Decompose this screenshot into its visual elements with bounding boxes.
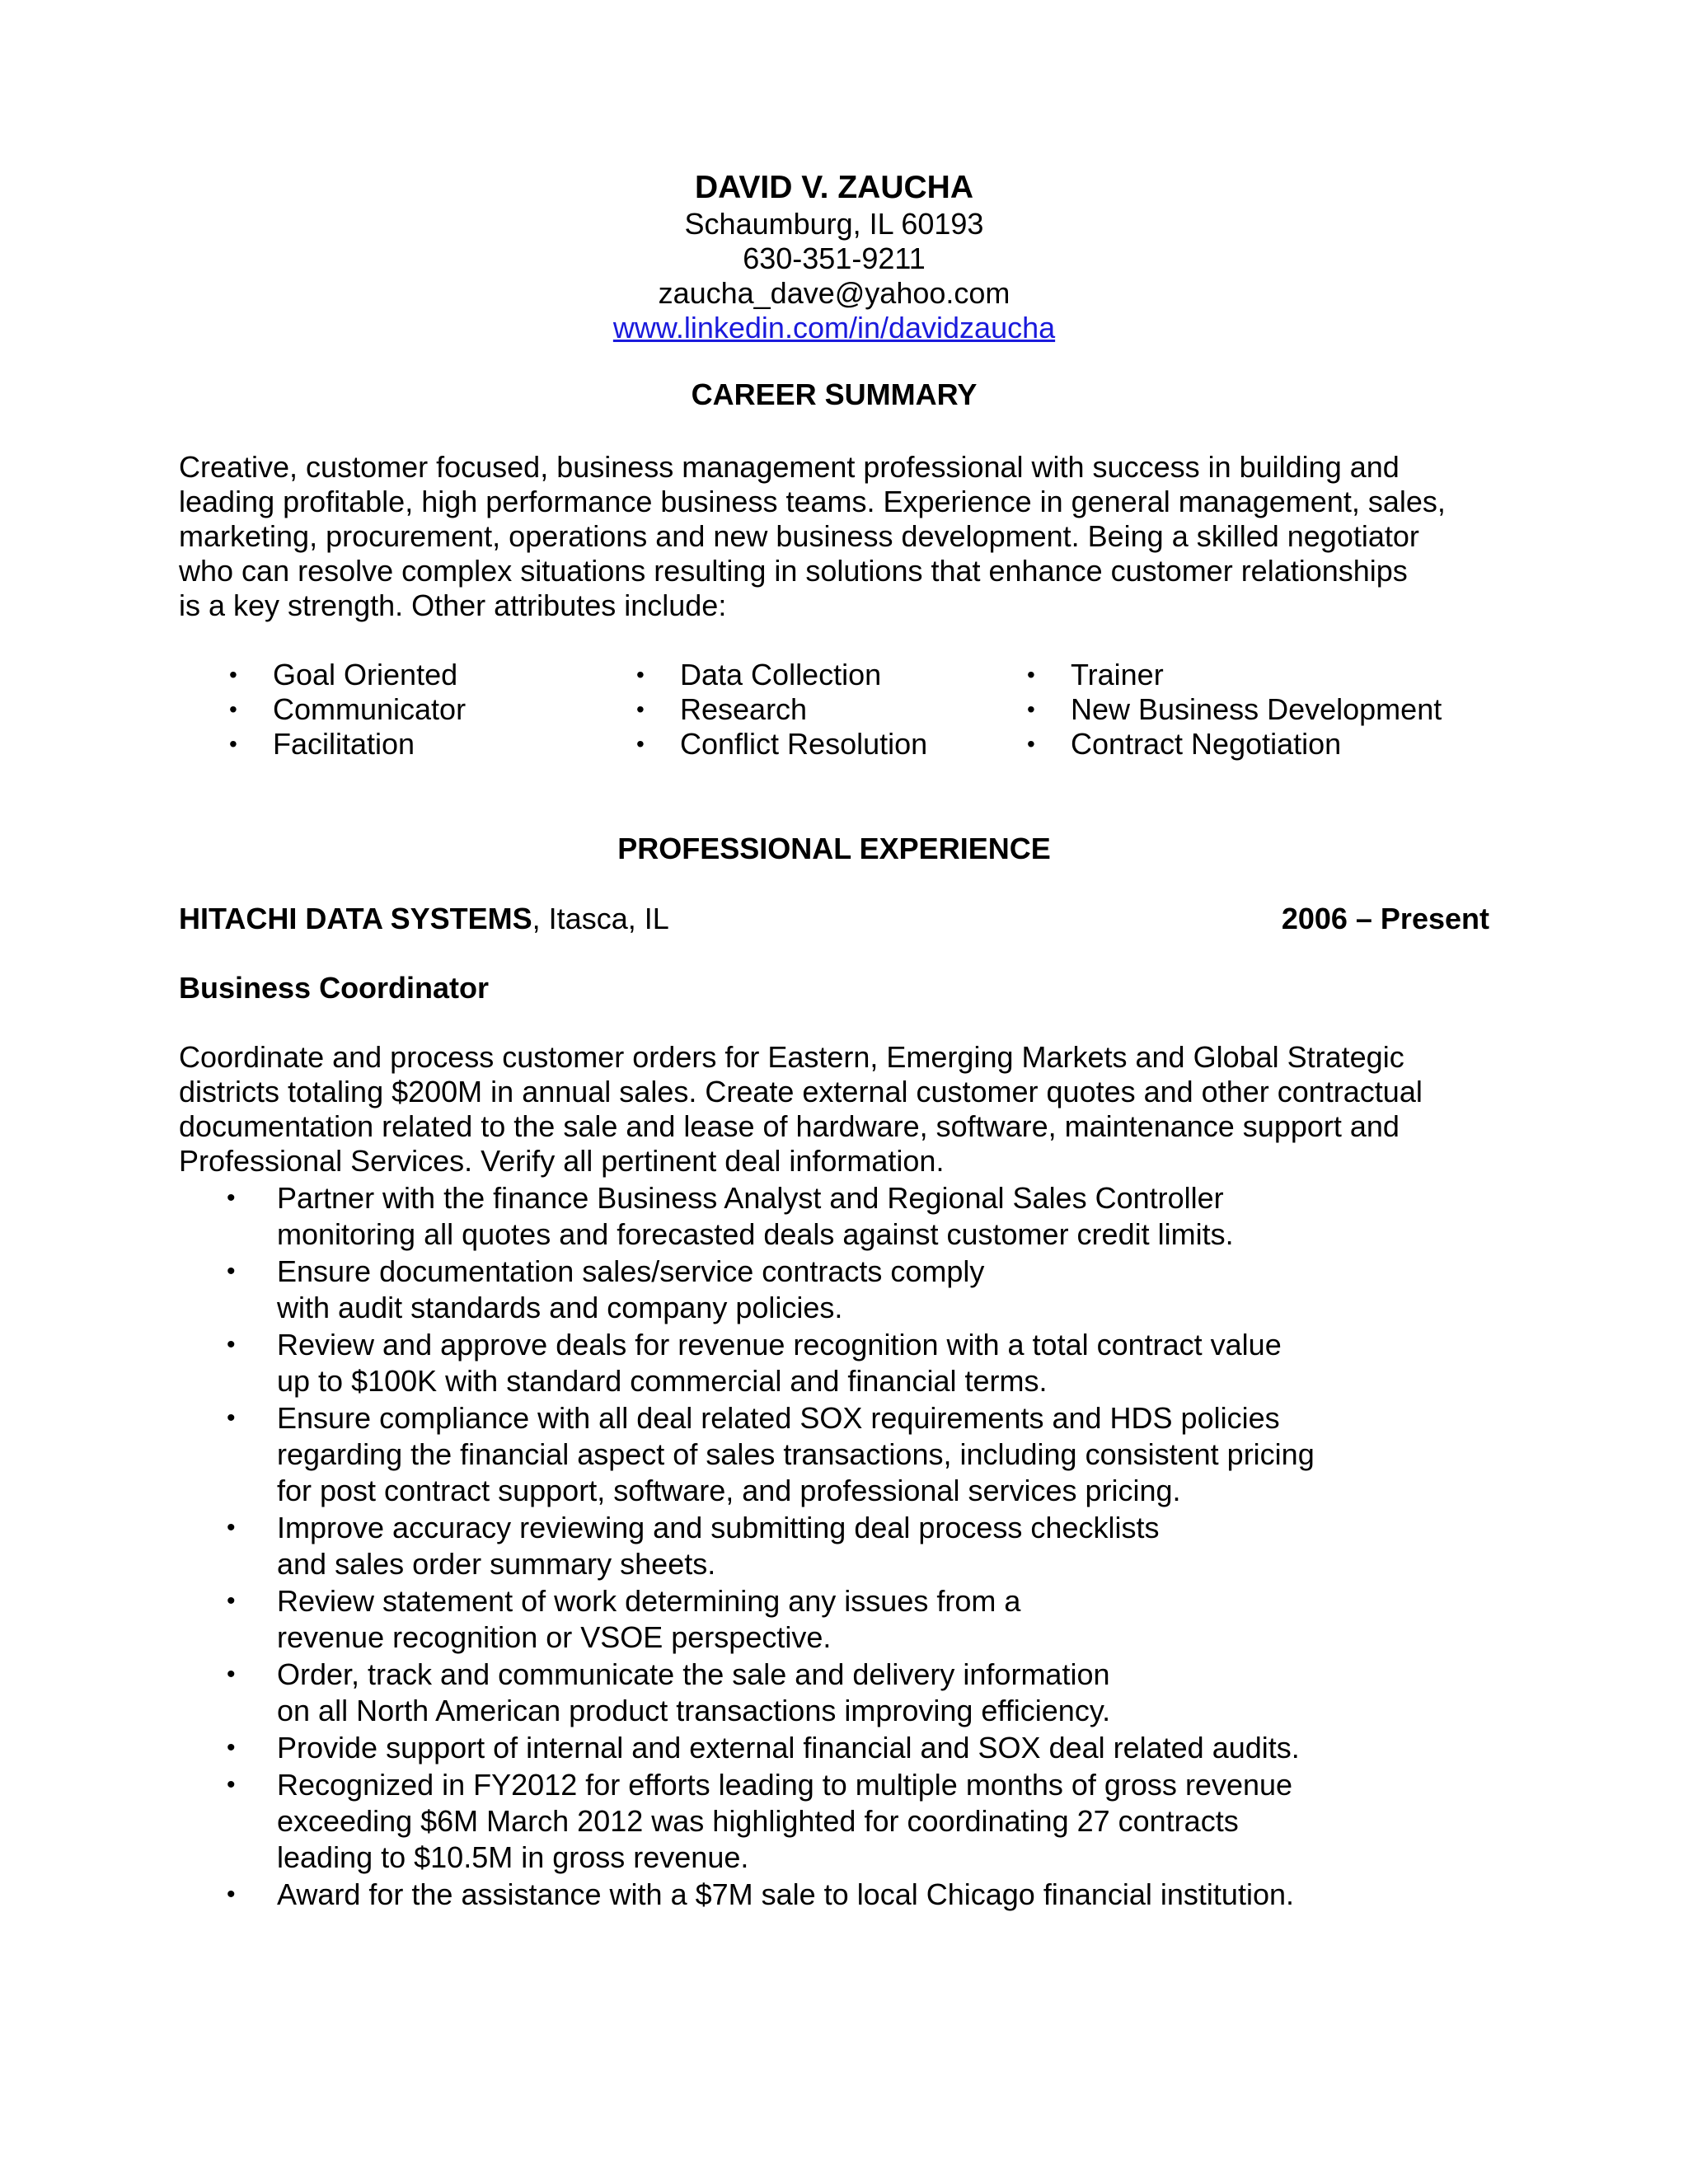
description-line: documentation related to the sale and lease of hardware, software, maintenance support and [179,1109,1400,1143]
attributes-list [0,658,1688,765]
attribute-item: • Goal Oriented [229,658,466,692]
linkedin-link[interactable]: www.linkedin.com/in/davidzaucha [612,311,1056,344]
responsibility-item: • Ensure documentation sales/service contracts comply with audit standards and company policies. [179,1254,1489,1326]
responsibility-item: • Improve accuracy reviewing and submitting deal process checklists and sales order summary sheets. [179,1510,1489,1582]
attributes-column-1 [229,658,466,762]
description-line: Coordinate and process customer orders for Eastern, Emerging Markets and Global Strategic [179,1040,1404,1074]
career-summary-paragraph [179,450,1489,623]
responsibility-item: • Partner with the finance Business Analyst and Regional Sales Controller monitoring all quotes and forecasted deals against customer credit limits. [179,1180,1489,1253]
career-summary-title: CAREER SUMMARY [691,377,978,411]
responsibility-item: • Review statement of work determining any issues from a revenue recognition or VSOE perspective. [179,1583,1489,1656]
summary-line: leading profitable, high performance business teams. Experience in general management, sales, [179,485,1446,518]
description-line: districts totaling $200M in annual sales. Create external customer quotes and other contractual [179,1075,1423,1108]
responsibility-item: • Review and approve deals for revenue recognition with a total contract value up to $100K with standard commercial and financial terms. [179,1327,1489,1399]
summary-line: Creative, customer focused, business management professional with success in building and [179,450,1400,484]
job-title: Business Coordinator [179,971,490,1005]
company-location: , Itasca, IL [532,902,669,935]
attributes-column-2 [636,658,927,762]
responsibilities-list [179,1180,1489,1914]
attribute-item: • Contract Negotiation [1027,727,1442,762]
responsibility-item: • Order, track and communicate the sale and delivery information on all North American product transactions improving efficiency. [179,1657,1489,1729]
job-header [179,902,1489,936]
attribute-item: • Trainer [1027,658,1442,692]
description-line: Professional Services. Verify all pertinent deal information. [179,1144,945,1178]
candidate-name: DAVID V. ZAUCHA [694,170,974,205]
job-dates: 2006 – Present [1281,902,1489,935]
location: Schaumburg, IL 60193 [684,207,984,241]
attribute-item: • Data Collection [636,658,927,692]
job-description [179,1040,1489,1179]
resume-header [179,169,1489,345]
attribute-item: • Conflict Resolution [636,727,927,762]
responsibility-item: • Recognized in FY2012 for efforts leading to multiple months of gross revenue exceeding $6M March 2012 was highlighted for coordinating 27 contracts leading to $10.5M in gross revenue. [179,1767,1489,1876]
company-name: HITACHI DATA SYSTEMS [179,902,532,935]
responsibility-item: • Ensure compliance with all deal related SOX requirements and HDS policies regarding the financial aspect of sales transactions, including consistent pricing for post contract support, software, and professional services pricing. [179,1400,1489,1509]
summary-line: who can resolve complex situations resulting in solutions that enhance customer relationships [179,554,1408,588]
responsibility-item: • Provide support of internal and external financial and SOX deal related audits. [179,1730,1489,1766]
attributes-column-3 [1027,658,1442,762]
attribute-item: • Communicator [229,692,466,727]
attribute-item: • New Business Development [1027,692,1442,727]
professional-experience-title: PROFESSIONAL EXPERIENCE [617,832,1051,865]
summary-line: marketing, procurement, operations and new business development. Being a skilled negotiator [179,519,1419,553]
phone-number: 630-351-9211 [743,241,926,275]
summary-line: is a key strength. Other attributes include: [179,588,727,622]
responsibility-item: • Award for the assistance with a $7M sale to local Chicago financial institution. [179,1877,1489,1913]
attribute-item: • Research [636,692,927,727]
email-address: zaucha_dave@yahoo.com [658,276,1010,310]
attribute-item: • Facilitation [229,727,466,762]
